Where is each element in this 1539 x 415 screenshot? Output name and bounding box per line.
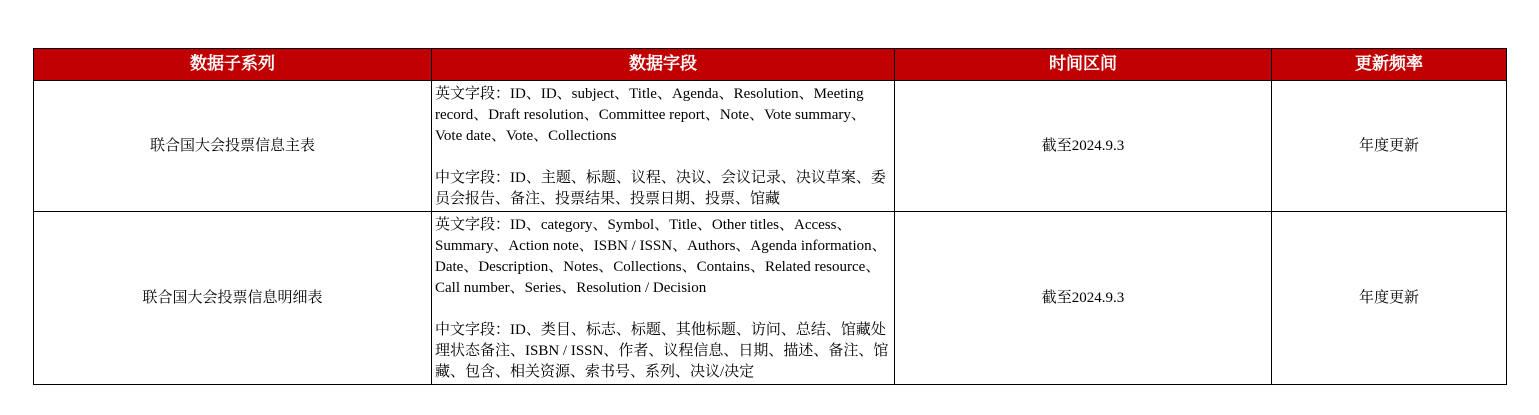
table-row (34, 81, 1507, 212)
paragraph-gap (435, 147, 890, 168)
cell-series-name: 联合国大会投票信息主表 (34, 81, 432, 212)
cell-series-name: 联合国大会投票信息明细表 (34, 212, 432, 385)
data-series-table (33, 48, 1507, 385)
header-update-frequency: 更新频率 (1272, 49, 1507, 81)
fields-english: 英文字段：ID、category、Symbol、Title、Other titles、Access、Summary、Action note、ISBN / ISSN、Authors、Agenda information、Date、Description、Notes、Collections、Contains、Related resource、Call number、Series、Resolution / Decision (435, 217, 887, 296)
header-data-series: 数据子系列 (34, 49, 432, 81)
paragraph-gap (435, 299, 890, 320)
cell-time-range: 截至2024.9.3 (895, 81, 1272, 212)
table-row (34, 212, 1507, 385)
header-data-fields: 数据字段 (432, 49, 895, 81)
header-time-range: 时间区间 (895, 49, 1272, 81)
fields-chinese: 中文字段：ID、主题、标题、议程、决议、会议记录、决议草案、委员会报告、备注、投票结果、投票日期、投票、馆藏 (435, 170, 886, 207)
fields-chinese: 中文字段：ID、类目、标志、标题、其他标题、访问、总结、馆藏处理状态备注、ISBN / ISSN、作者、议程信息、日期、描述、备注、馆藏、包含、相关资源、索书号、系列、决议/决定 (435, 322, 889, 380)
table-header-row (34, 49, 1507, 81)
cell-data-fields (432, 81, 895, 212)
fields-english: 英文字段：ID、ID、subject、Title、Agenda、Resolution、Meeting record、Draft resolution、Committee report、Note、Vote summary、Vote date、Vote、Collections (435, 86, 866, 144)
data-table-container (33, 48, 1506, 385)
cell-update-frequency: 年度更新 (1272, 81, 1507, 212)
cell-data-fields (432, 212, 895, 385)
cell-update-frequency: 年度更新 (1272, 212, 1507, 385)
cell-time-range: 截至2024.9.3 (895, 212, 1272, 385)
